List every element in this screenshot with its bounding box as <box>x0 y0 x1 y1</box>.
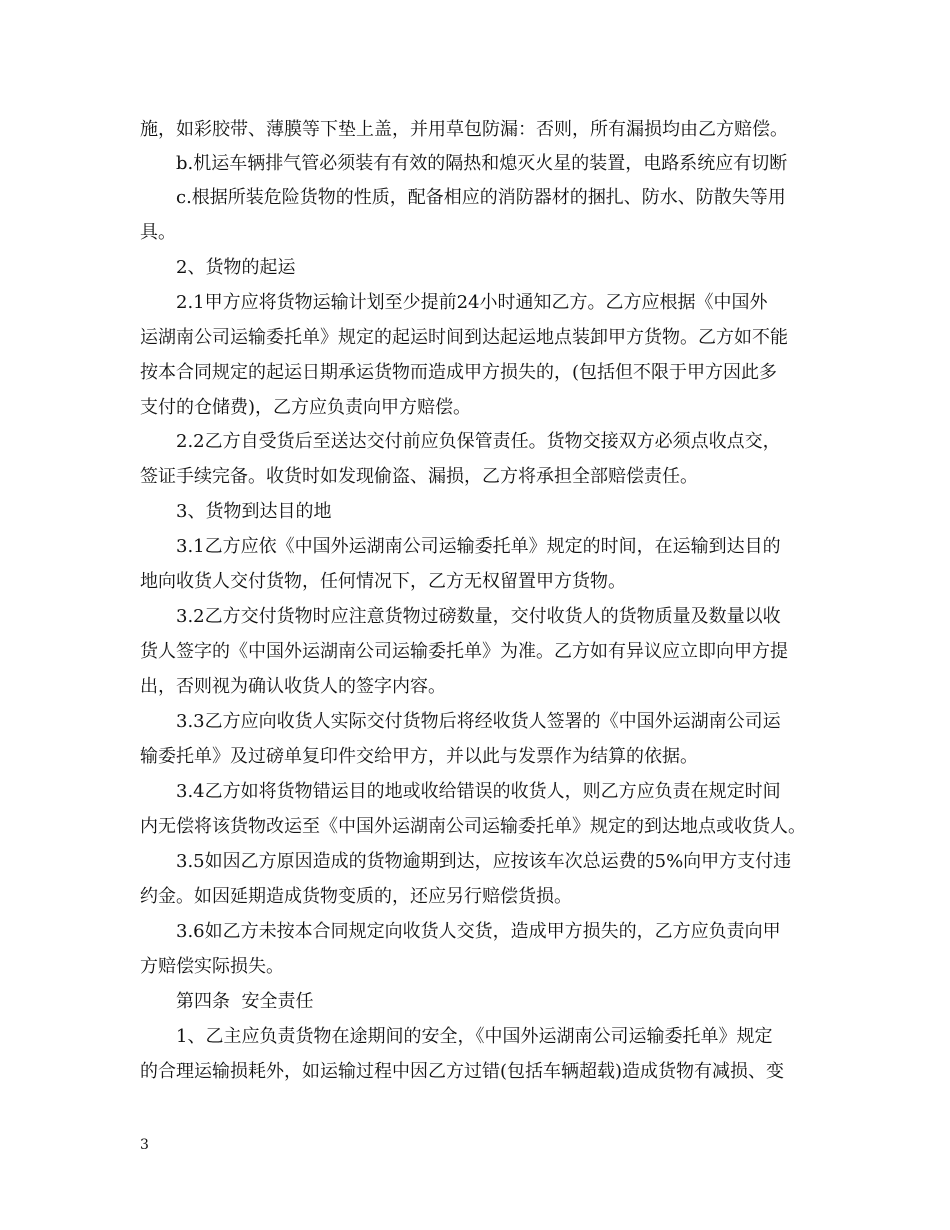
text-line: 1、乙主应负责货物在途期间的安全，《中国外运湖南公司运输委托单》规定 <box>176 1026 773 1047</box>
text-line: 具。 <box>140 222 176 243</box>
section-heading: 2、货物的起运 <box>176 257 296 278</box>
text-line: b.机运车辆排气管必须装有有效的隔热和熄灭火星的装置，电路系统应有切断 <box>176 153 788 174</box>
section-heading: 3、货物到达目的地 <box>176 501 332 522</box>
text-line: 2.2乙方自受货后至送达交付前应负保管责任。货物交接双方必须点收点交， <box>176 431 781 452</box>
text-line: 运湖南公司运输委托单》规定的起运时间到达起运地点装卸甲方货物。乙方如不能 <box>140 327 788 348</box>
text-line: 的合理运输损耗外，如运输过程中因乙方过错(包括车辆超载)造成货物有减损、变 <box>140 1061 785 1082</box>
article-heading: 第四条 安全责任 <box>176 991 314 1012</box>
text-line: 约金。如因延期造成货物变质的，还应另行赔偿货损。 <box>140 886 572 907</box>
text-line: c.根据所装危险货物的性质，配备相应的消防器材的捆扎、防水、防散失等用 <box>176 187 786 208</box>
text-line: 输委托单》及过磅单复印件交给甲方，并以此与发票作为结算的依据。 <box>140 746 698 767</box>
text-line: 签证手续完备。收货时如发现偷盗、漏损，乙方将承担全部赔偿责任。 <box>140 466 698 487</box>
text-line: 货人签字的《中国外运湖南公司运输委托单》为准。乙方如有异议应立即向甲方提 <box>140 641 788 662</box>
text-line: 地向收货人交付货物，任何情况下，乙方无权留置甲方货物。 <box>140 571 626 592</box>
text-line: 3.2乙方交付货物时应注意货物过磅数量，交付收货人的货物质量及数量以收 <box>176 606 781 627</box>
text-line: 3.6如乙方未按本合同规定向收货人交货，造成甲方损失的，乙方应负责向甲 <box>176 921 781 942</box>
text-line: 施，如彩胶带、薄膜等下垫上盖，并用草包防漏：否则，所有漏损均由乙方赔偿。 <box>140 119 788 140</box>
text-line: 3.1乙方应依《中国外运湖南公司运输委托单》规定的时间，在运输到达目的 <box>176 536 781 557</box>
text-line: 按本合同规定的起运日期承运货物而造成甲方损失的，(包括但不限于甲方因此多 <box>140 362 778 383</box>
text-line: 3.3乙方应向收货人实际交付货物后将经收货人签署的《中国外运湖南公司运 <box>176 711 781 732</box>
text-line: 出，否则视为确认收货人的签字内容。 <box>140 676 446 697</box>
page-number: 3 <box>140 1137 149 1153</box>
text-line: 2.1甲方应将货物运输计划至少提前24小时通知乙方。乙方应根据《中国外 <box>176 292 768 313</box>
text-line: 方赔偿实际损失。 <box>140 956 284 977</box>
text-line: 支付的仓储费)，乙方应负责向甲方赔偿。 <box>140 397 472 418</box>
text-line: 内无偿将该货物改运至《中国外运湖南公司运输委托单》规定的到达地点或收货人。 <box>140 816 806 837</box>
text-line: 3.5如因乙方原因造成的货物逾期到达，应按该车次总运费的5%向甲方支付违 <box>176 851 792 872</box>
text-line: 3.4乙方如将货物错运目的地或收给错误的收货人，则乙方应负责在规定时间 <box>176 781 781 802</box>
